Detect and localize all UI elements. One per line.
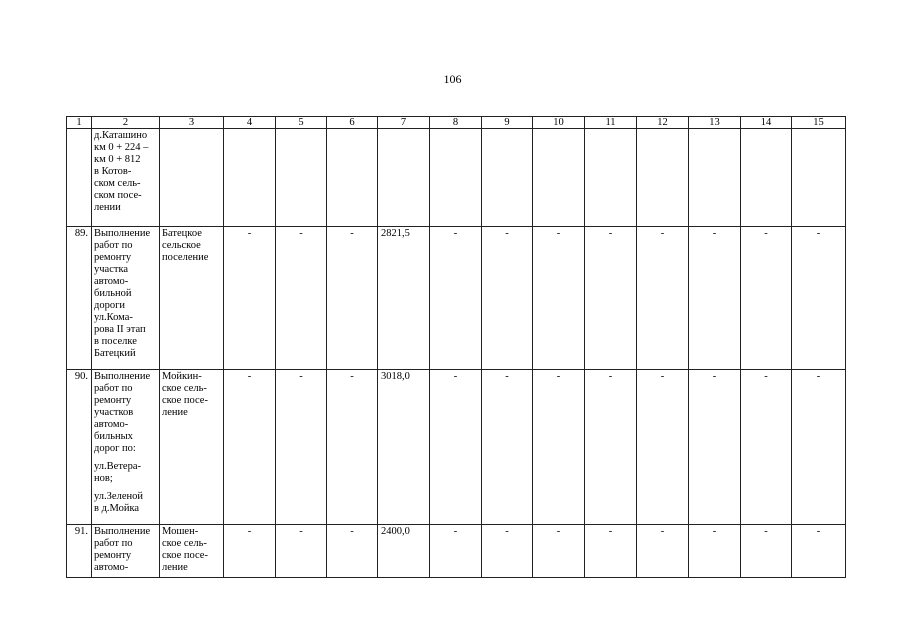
street-line: в д.Мойка: [94, 503, 140, 514]
description-line: бильных: [94, 431, 133, 442]
description-line: Выполнение: [94, 526, 151, 537]
column-header: 9: [482, 117, 533, 129]
value-cell: [792, 129, 846, 227]
settlement-line: ское сель-: [162, 538, 207, 549]
column-header: 3: [160, 117, 224, 129]
value-cell: -: [533, 525, 585, 578]
description-line: лении: [94, 202, 121, 213]
settlement-line: ское посе-: [162, 550, 208, 561]
settlement-cell: [160, 525, 224, 578]
description-line: д.Каташино: [94, 130, 148, 141]
value-cell: -: [482, 227, 533, 370]
column-header: 15: [792, 117, 846, 129]
value-cell: -: [585, 525, 637, 578]
description-line: работ по: [94, 240, 133, 251]
description-line: км 0 + 224 –: [94, 142, 149, 153]
value-cell: -: [689, 227, 741, 370]
description-cell: [92, 525, 160, 578]
value-cell: -: [276, 370, 327, 525]
value-cell: -: [482, 370, 533, 525]
value-cell: -: [637, 525, 689, 578]
value-cell: [482, 129, 533, 227]
value-cell: -: [224, 227, 276, 370]
value-cell: [224, 129, 276, 227]
value-cell: [327, 129, 378, 227]
street-line: ул.Зеленой: [94, 491, 143, 502]
description-line: ском сель-: [94, 178, 141, 189]
value-cell: -: [533, 227, 585, 370]
description-line: ском посе-: [94, 190, 142, 201]
works-table: [66, 116, 846, 578]
description-line: участков: [94, 407, 134, 418]
value-cell: -: [430, 525, 482, 578]
value-cell: -: [224, 525, 276, 578]
table-row: [67, 227, 846, 370]
description-line: км 0 + 812: [94, 154, 141, 165]
description-line: ул.Кома-: [94, 312, 133, 323]
description-line: Батецкий: [94, 348, 136, 359]
description-line: ремонту: [94, 395, 132, 406]
value-cell: -: [533, 370, 585, 525]
description-cell: [92, 129, 160, 227]
description-cell: [92, 227, 160, 370]
value-cell: -: [430, 227, 482, 370]
settlement-line: ление: [162, 407, 188, 418]
description-line: в поселке: [94, 336, 137, 347]
value-cell: -: [741, 370, 792, 525]
value-cell: -: [327, 227, 378, 370]
description-line: в Котов-: [94, 166, 132, 177]
row-number-cell: 90.: [67, 370, 92, 525]
row-number-cell: [67, 129, 92, 227]
value-cell: -: [792, 525, 846, 578]
value-cell: -: [792, 370, 846, 525]
column-header: 6: [327, 117, 378, 129]
column-header: 8: [430, 117, 482, 129]
description-line: Выполнение: [94, 371, 151, 382]
settlement-line: Мошен-: [162, 526, 199, 537]
description-cell: [92, 370, 160, 525]
settlement-line: Батецкое: [162, 228, 202, 239]
description-line: автомо-: [94, 562, 129, 573]
description-line: Выполнение: [94, 228, 151, 239]
column-header: 5: [276, 117, 327, 129]
description-line: дороги: [94, 300, 126, 311]
column-header: 1: [67, 117, 92, 129]
value-cell: -: [276, 525, 327, 578]
description-line: дорог по:: [94, 443, 136, 454]
description-line: бильной: [94, 288, 132, 299]
description-line: автомо-: [94, 419, 129, 430]
settlement-cell: [160, 370, 224, 525]
value-cell: [585, 129, 637, 227]
value-cell: [637, 129, 689, 227]
description-line: автомо-: [94, 276, 129, 287]
description-line: ремонту: [94, 550, 132, 561]
column-header: 7: [378, 117, 430, 129]
settlement-line: сельское: [162, 240, 201, 251]
amount-cell: 2821,5: [378, 227, 430, 370]
table-row: [67, 370, 846, 525]
column-header: 2: [92, 117, 160, 129]
amount-cell: 2400,0: [378, 525, 430, 578]
value-cell: -: [585, 370, 637, 525]
value-cell: [378, 129, 430, 227]
value-cell: -: [689, 370, 741, 525]
description-line: работ по: [94, 538, 133, 549]
column-number-row: [67, 117, 846, 129]
value-cell: -: [327, 525, 378, 578]
value-cell: [533, 129, 585, 227]
description-line: работ по: [94, 383, 133, 394]
value-cell: -: [585, 227, 637, 370]
value-cell: -: [430, 370, 482, 525]
value-cell: -: [637, 227, 689, 370]
amount-cell: 3018,0: [378, 370, 430, 525]
column-header: 11: [585, 117, 637, 129]
value-cell: -: [276, 227, 327, 370]
value-cell: [689, 129, 741, 227]
value-cell: -: [689, 525, 741, 578]
settlement-cell: [160, 129, 224, 227]
value-cell: [430, 129, 482, 227]
settlement-line: ское посе-: [162, 395, 208, 406]
value-cell: [276, 129, 327, 227]
table-row-continuation: [67, 129, 846, 227]
column-header: 14: [741, 117, 792, 129]
description-line: ремонту: [94, 252, 132, 263]
page-number: 106: [443, 72, 462, 86]
value-cell: -: [224, 370, 276, 525]
settlement-line: поселение: [162, 252, 209, 263]
table-row: [67, 525, 846, 578]
value-cell: -: [327, 370, 378, 525]
row-number-cell: 91.: [67, 525, 92, 578]
street-line: ул.Ветера-: [94, 461, 141, 472]
value-cell: -: [792, 227, 846, 370]
settlement-line: ское сель-: [162, 383, 207, 394]
column-header: 12: [637, 117, 689, 129]
column-header: 10: [533, 117, 585, 129]
value-cell: -: [741, 525, 792, 578]
description-line: рова II этап: [94, 324, 146, 335]
settlement-line: Мойкин-: [162, 371, 202, 382]
settlement-line: ление: [162, 562, 188, 573]
value-cell: -: [637, 370, 689, 525]
value-cell: [741, 129, 792, 227]
street-line: нов;: [94, 473, 113, 484]
column-header: 13: [689, 117, 741, 129]
column-header: 4: [224, 117, 276, 129]
value-cell: -: [741, 227, 792, 370]
description-line: участка: [94, 264, 129, 275]
value-cell: -: [482, 525, 533, 578]
row-number-cell: 89.: [67, 227, 92, 370]
settlement-cell: [160, 227, 224, 370]
